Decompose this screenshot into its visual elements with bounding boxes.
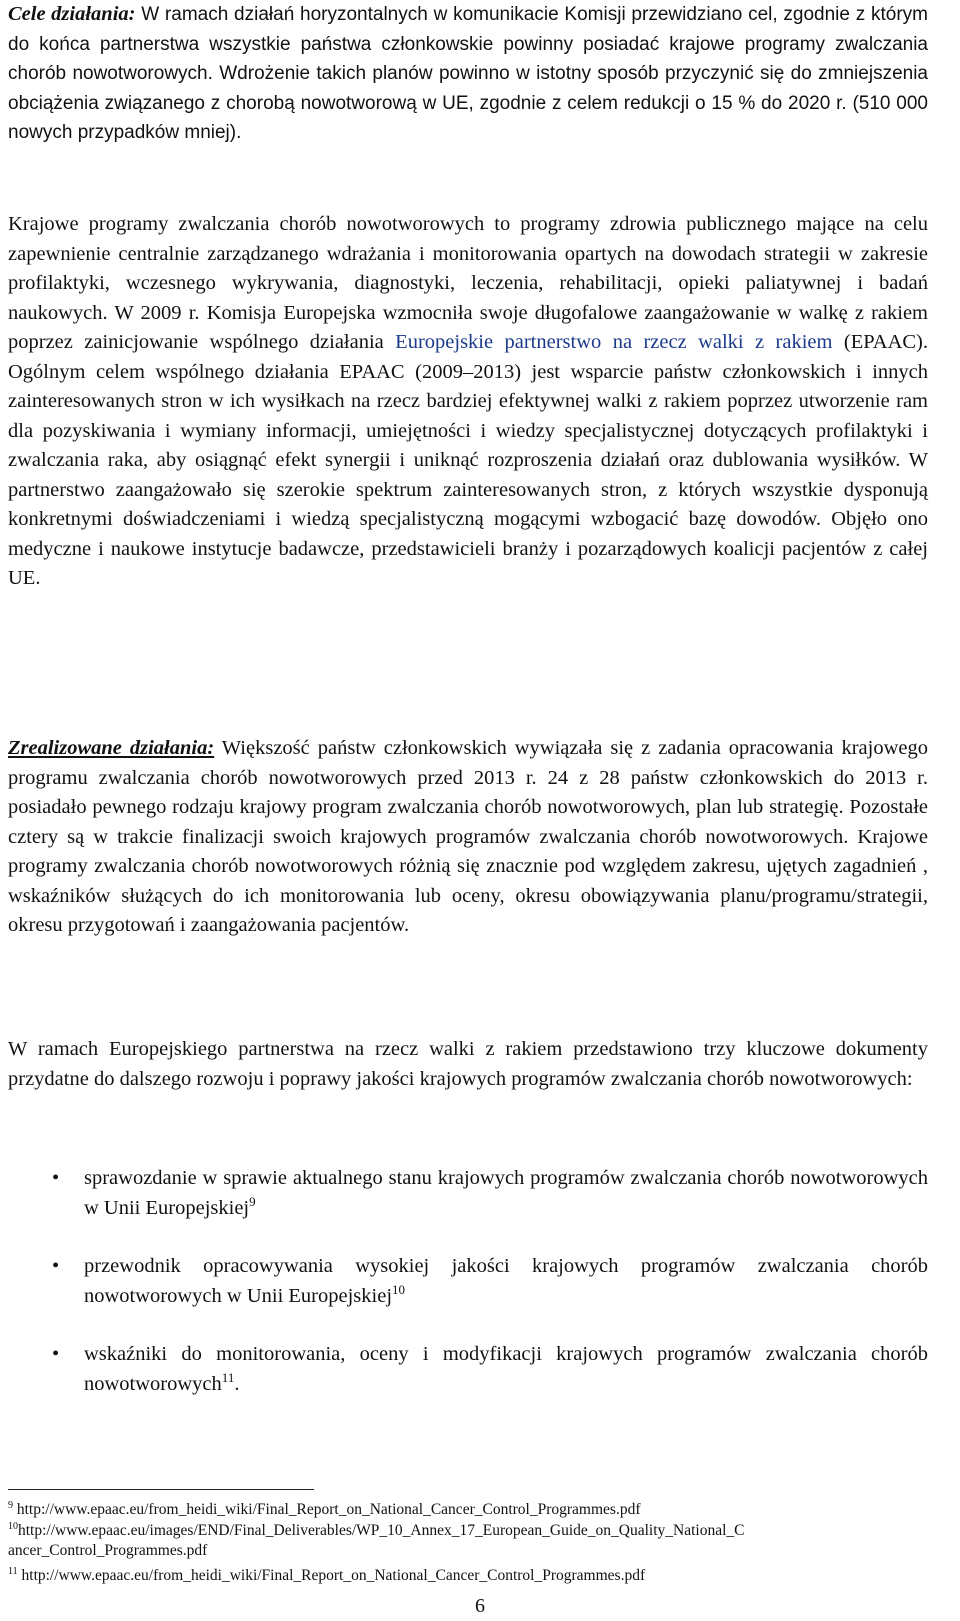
epaac-link[interactable]: Europejskie partnerstwo na rzecz walki z rakiem [395,331,833,353]
list-item [8,1252,928,1311]
footnote-9 [8,1500,938,1520]
footnote-number: 9 [8,1500,13,1511]
footnote-10 [8,1521,938,1561]
implemented-heading: Zrealizowane działania: [8,737,215,759]
footnote-number: 10 [8,1521,18,1532]
list-item-text: sprawozdanie w sprawie aktualnego stanu krajowych programów zwalczania chorób nowotworowych w Unii Europejskiej [84,1167,928,1219]
page-number: 6 [475,1595,485,1617]
footnote-ref[interactable]: 10 [392,1281,406,1297]
paragraph-key-documents [8,1035,928,1094]
implemented-text: Większość państw członkowskich wywiązała się z zadania opracowania krajowego programu zwalczania chorób nowotworowych przed 2013 r. 24 z 28 państw członkowskich do 2013 r. posiadało pewnego rodzaju krajowy program zwalczania chorób nowotworowych, plan lub strategię. Pozostałe cztery są w trakcie finalizacji swoich krajowych programów zwalczania chorób nowotworowych. Krajowe programy zwalczania chorób nowotworowych różnią się znacznie pod względem zakresu, ujętych zagadnień , wskaźników służących do ich monitorowania lub oceny, okresu obowiązywania planu/programu/strategii, okresu przygotowań i zaangażowania pacjentów. [8,737,928,936]
footnote-url[interactable]: http://www.epaac.eu/images/END/Final_Deliverables/WP_10_Annex_17_European_Guide_on_Quality_National_C ancer_Control_Programmes.pdf [8,1522,745,1559]
paragraph-implemented-actions [8,734,928,941]
footnote-11 [8,1566,938,1586]
list-item-text: wskaźniki do monitorowania, oceny i modyfikacji krajowych programów zwalczania chorób nowotworowych [84,1343,928,1395]
bullet-icon: • [52,1167,60,1189]
footnote-ref[interactable]: 11 [221,1369,235,1385]
list-item [8,1340,928,1399]
objectives-text: W ramach działań horyzontalnych w komunikacie Komisji przewidziano cel, zgodnie z którym do końca partnerstwa wszystkie państwa członkowskie powinny posiadać krajowe programy zwalczania chorób nowotworowych. Wdrożenie takich planów powinno w istotny sposób przyczynić się do zmniejszenia obciążenia związanego z chorobą nowotworową w UE, zgodnie z celem redukcji o 15 % do 2020 r. (510 000 nowych przypadków mniej). [8,4,928,143]
programmes-text-1: Krajowe programy zwalczania chorób nowotworowych to programy zdrowia publicznego mające na celu zapewnienie centralnie zarządzanego wdrażania i monitorowania opartych na dowodach strategii w zakresie profilaktyki, wczesnego wykrywania, diagnostyki, leczenia, rehabilitacji, opieki paliatywnej i badań naukowych. W 2009 r. Komisja Europejska wzmocniła swoje długofalowe zaangażowanie w walkę z rakiem poprzez zainicjowanie wspólnego działania [8,213,928,353]
footnote-number: 11 [8,1566,18,1577]
footnote-ref[interactable]: 9 [249,1193,256,1209]
paragraph-national-programmes [8,210,928,594]
bullet-icon: • [52,1255,60,1277]
list-item-text: przewodnik opracowywania wysokiej jakości krajowych programów zwalczania chorób nowotworowych w Unii Europejskiej [84,1255,928,1307]
footnote-url[interactable]: http://www.epaac.eu/from_heidi_wiki/Final_Report_on_National_Cancer_Control_Programmes.pdf [13,1501,641,1518]
bullet-icon: • [52,1343,60,1365]
footnote-separator [8,1489,314,1490]
objectives-heading: Cele działania: [8,3,136,25]
list-item [8,1164,928,1223]
paragraph-objectives [8,0,928,148]
footnote-url[interactable]: http://www.epaac.eu/from_heidi_wiki/Final_Report_on_National_Cancer_Control_Programmes.pdf [17,1567,646,1584]
key-documents-text: W ramach Europejskiego partnerstwa na rzecz walki z rakiem przedstawiono trzy kluczowe dokumenty przydatne do dalszego rozwoju i poprawy jakości krajowych programów zwalczania chorób nowotworowych: [8,1038,928,1090]
key-documents-list [8,1164,928,1428]
programmes-text-2: (EPAAC). Ogólnym celem wspólnego działania EPAAC (2009–2013) jest wsparcie państw członkowskich i innych zainteresowanych stron w ich wysiłkach na rzecz bardziej efektywnej walki z rakiem poprzez utworzenie ram dla pozyskiwania i wymiany informacji, umiejętności i wiedzy specjalistycznej dotyczących profilaktyki i zwalczania raka, aby osiągnąć efekt synergii i uniknąć rozproszenia działań oraz dublowania wysiłków. W partnerstwo zaangażowało się szerokie spektrum zainteresowanych stron, z których wszystkie dysponują konkretnymi doświadczeniami i wiedzą specjalistyczną mogącymi wzbogacić bazę dowodów. Objęło ono medyczne i naukowe instytucje badawcze, przedstawicieli branży i pozarządowych koalicji pacjentów z całej UE. [8,331,928,589]
list-item-tail: . [234,1372,240,1395]
